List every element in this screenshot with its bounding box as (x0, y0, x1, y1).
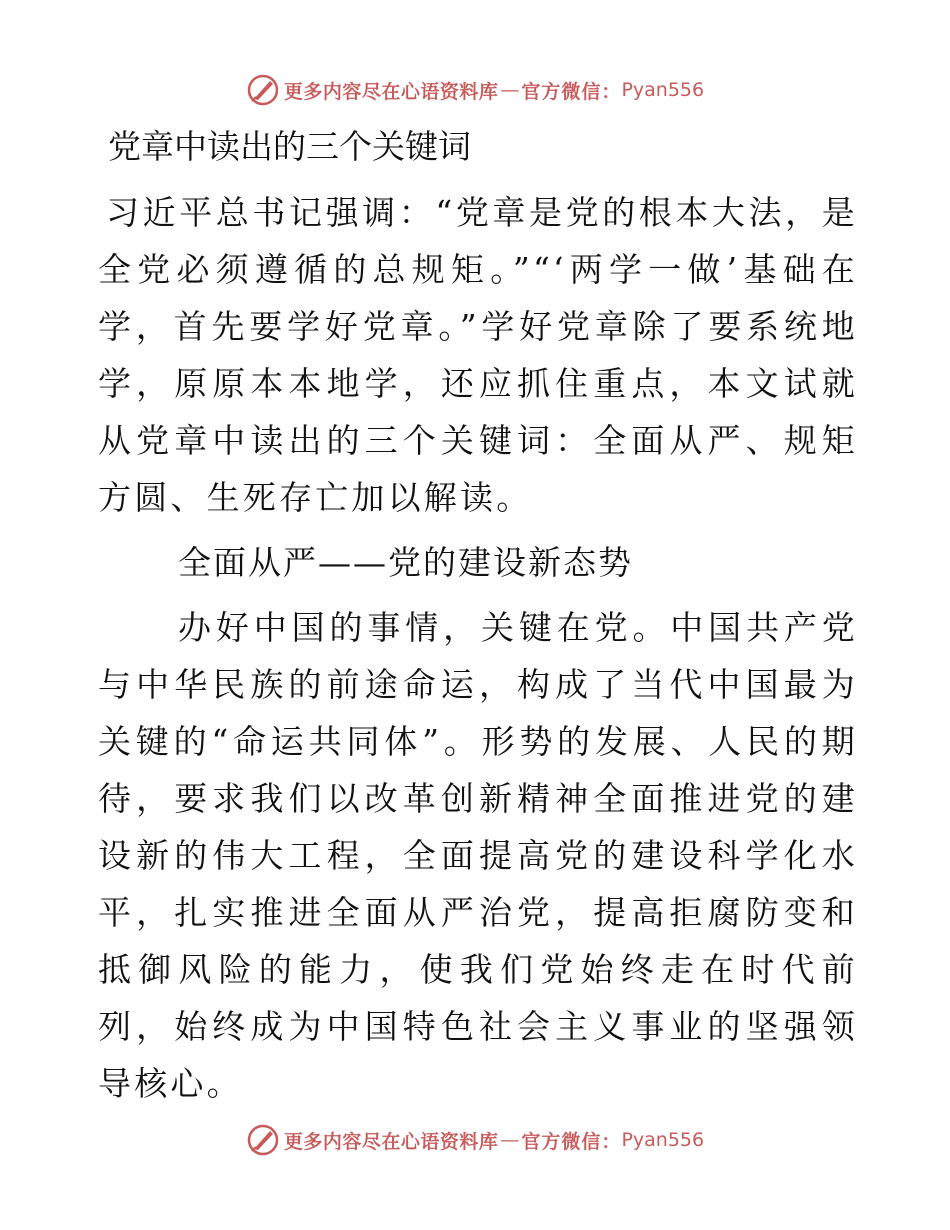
quill-logo-icon (246, 73, 280, 107)
section-heading: 全面从严——党的建设新态势 (178, 543, 633, 582)
banner-wechat-id: Pyan556 (621, 79, 705, 101)
header-banner (0, 70, 950, 110)
quill-logo-icon (246, 1123, 280, 1157)
banner-text: 更多内容尽在心语资料库 (283, 80, 499, 103)
footer-banner (0, 1120, 950, 1160)
banner-separator: — (500, 1129, 520, 1151)
banner-official-label: 官方微信： (521, 80, 622, 103)
banner-official-label: 官方微信： (521, 1130, 622, 1153)
document-title: 党章中读出的三个关键词 (108, 127, 471, 166)
banner-separator: — (500, 79, 520, 101)
paragraph-intro: 习近平总书记强调：“党章是党的根本大法，是全党必须遵循的总规矩。”“‘两学一做’基础在学，首先要学好党章。”学好党章除了要系统地学，原原本本地学，还应抓住重点，本文试就从党章中读出的三个关键词：全面从严、规矩方圆、生死存亡加以解读。 (98, 193, 858, 517)
banner-text: 更多内容尽在心语资料库 (283, 1130, 499, 1153)
paragraph-body: 办好中国的事情，关键在党。中国共产党与中华民族的前途命运，构成了当代中国最为关键的“命运共同体”。形势的发展、人民的期待，要求我们以改革创新精神全面推进党的建设新的伟大工程，全面提高党的建设科学化水平，扎实推进全面从严治党，提高拒腐防变和抵御风险的能力，使我们党始终走在时代前列，始终成为中国特色社会主义事业的坚强领导核心。 (98, 608, 858, 1103)
banner-wechat-id: Pyan556 (621, 1129, 705, 1151)
document-body (98, 122, 858, 1120)
